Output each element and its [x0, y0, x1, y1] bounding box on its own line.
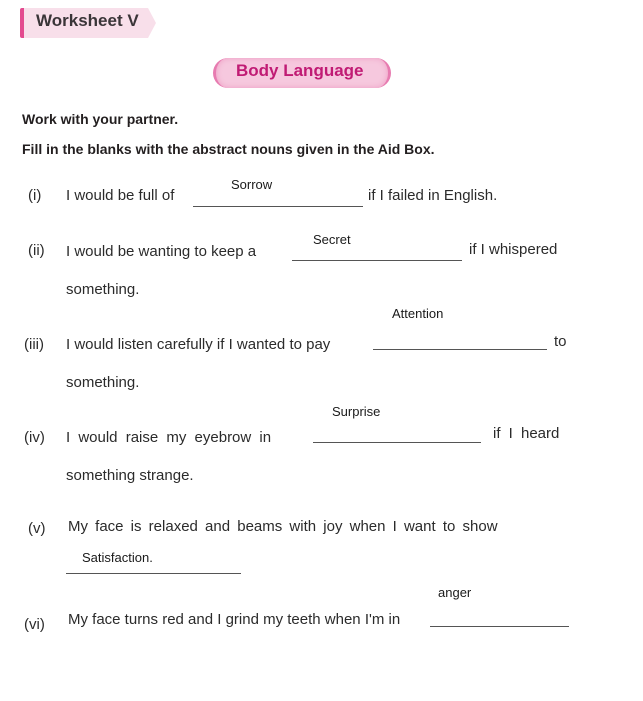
item-i-text-end: if I failed in English. — [368, 187, 498, 204]
blank-iii — [373, 349, 547, 350]
item-ii-text-continued: something. — [66, 281, 140, 298]
blank-v — [66, 573, 241, 574]
item-number-vi: (vi) — [24, 616, 45, 633]
item-v-text: My face is relaxed and beams with joy when I want to show — [68, 518, 498, 535]
item-iv-text-start: I would raise my eyebrow in — [66, 429, 272, 446]
item-number-v: (v) — [28, 520, 46, 537]
instruction-1: Work with your partner. — [22, 111, 179, 127]
blank-ii — [292, 260, 462, 261]
item-i-text-start: I would be full of — [66, 187, 175, 204]
item-number-ii: (ii) — [28, 242, 45, 259]
item-ii-text-end: if I whispered — [469, 241, 558, 258]
item-iv-text-end: if I heard — [493, 425, 560, 442]
item-iii-text-end: to — [554, 333, 567, 350]
answer-vi: anger — [438, 585, 472, 600]
answer-iii: Attention — [392, 306, 444, 321]
worksheet-tab-label: Worksheet V — [36, 11, 139, 30]
item-number-i: (i) — [28, 187, 42, 204]
blank-iv — [313, 442, 481, 443]
instruction-2: Fill in the blanks with the abstract nouns given in the Aid Box. — [22, 141, 435, 157]
answer-v: Satisfaction. — [82, 550, 153, 565]
section-title: Body Language — [236, 61, 364, 80]
item-ii-text-start: I would be wanting to keep a — [66, 243, 257, 260]
item-vi-text: My face turns red and I grind my teeth when I'm in — [68, 611, 401, 628]
item-number-iv: (iv) — [24, 429, 45, 446]
blank-i — [193, 206, 363, 207]
item-iii-text-start: I would listen carefully if I wanted to pay — [66, 336, 331, 353]
answer-i: Sorrow — [231, 177, 273, 192]
blank-vi — [430, 626, 569, 627]
answer-iv: Surprise — [332, 404, 381, 419]
item-iv-text-continued: something strange. — [66, 467, 194, 484]
item-iii-text-continued: something. — [66, 374, 140, 391]
answer-ii: Secret — [313, 232, 351, 247]
item-number-iii: (iii) — [24, 336, 44, 353]
